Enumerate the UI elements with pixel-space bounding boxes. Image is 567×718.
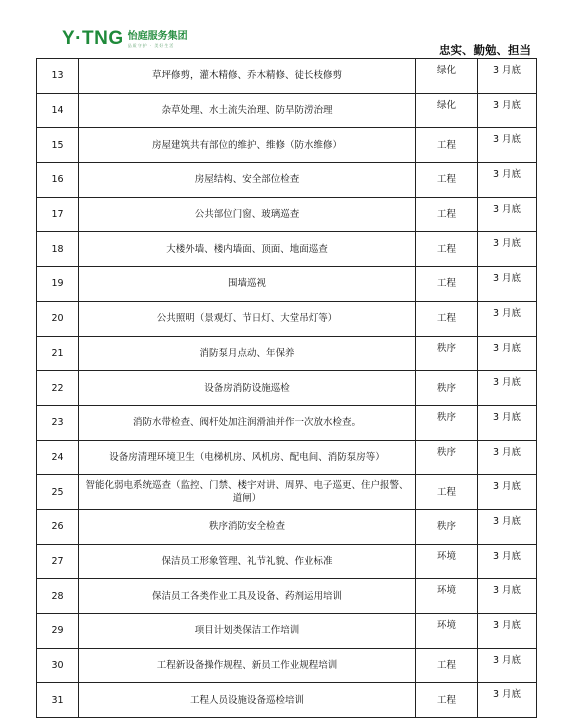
row-number: 14 (37, 93, 79, 128)
row-task: 工程人员设施设备巡检培训 (79, 683, 416, 718)
row-category: 工程 (416, 197, 478, 232)
row-category: 绿化 (416, 59, 478, 94)
row-task: 保洁员工各类作业工具及设备、药剂运用培训 (79, 579, 416, 614)
row-category: 工程 (416, 683, 478, 718)
row-task: 大楼外墙、楼内墙面、顶面、地面巡查 (79, 232, 416, 267)
table-row (37, 475, 537, 510)
row-deadline: 3 月底 (478, 267, 537, 302)
row-number: 29 (37, 614, 79, 649)
row-number: 23 (37, 405, 79, 440)
row-category: 工程 (416, 475, 478, 510)
row-category: 工程 (416, 232, 478, 267)
row-deadline: 3 月底 (478, 336, 537, 371)
row-task: 房屋建筑共有部位的维护、维修（防水维修） (79, 128, 416, 163)
row-deadline: 3 月底 (478, 93, 537, 128)
row-deadline: 3 月底 (478, 128, 537, 163)
row-deadline: 3 月底 (478, 579, 537, 614)
row-task: 消防水带检查、阀杆处加注润滑油并作一次放水检查。 (79, 405, 416, 440)
row-deadline: 3 月底 (478, 232, 537, 267)
table-row (37, 93, 537, 128)
row-task: 工程新设备操作规程、新员工作业规程培训 (79, 648, 416, 683)
row-deadline: 3 月底 (478, 405, 537, 440)
task-table (36, 58, 537, 718)
row-number: 20 (37, 301, 79, 336)
row-number: 18 (37, 232, 79, 267)
row-task: 设备房清理环境卫生（电梯机房、风机房、配电间、消防泵房等） (79, 440, 416, 475)
table-row (37, 301, 537, 336)
row-number: 13 (37, 59, 79, 94)
row-task: 秩序消防安全检查 (79, 509, 416, 544)
row-deadline: 3 月底 (478, 648, 537, 683)
row-category: 环境 (416, 614, 478, 649)
row-number: 28 (37, 579, 79, 614)
logo-company-name: 怡庭服务集团 (127, 31, 188, 42)
row-task: 草坪修剪，灌木精修、乔木精修、徒长枝修剪 (79, 59, 416, 94)
table-row (37, 336, 537, 371)
row-task: 围墙巡视 (79, 267, 416, 302)
row-number: 15 (37, 128, 79, 163)
row-deadline: 3 月底 (478, 163, 537, 198)
row-category: 秩序 (416, 336, 478, 371)
row-category: 工程 (416, 163, 478, 198)
row-deadline: 3 月底 (478, 301, 537, 336)
row-task: 保洁员工形象管理、礼节礼貌、作业标准 (79, 544, 416, 579)
row-task: 项目计划类保洁工作培训 (79, 614, 416, 649)
header-motto: 忠实、勤勉、担当 (439, 43, 531, 57)
row-number: 27 (37, 544, 79, 579)
table-row (37, 405, 537, 440)
row-category: 秩序 (416, 440, 478, 475)
row-task: 公共照明（景观灯、节日灯、大堂吊灯等） (79, 301, 416, 336)
row-task: 杂草处理、水土流失治理、防旱防涝治理 (79, 93, 416, 128)
table-row (37, 128, 537, 163)
row-category: 秩序 (416, 405, 478, 440)
row-task: 房屋结构、安全部位检查 (79, 163, 416, 198)
row-task: 消防泵月点动、年保养 (79, 336, 416, 371)
row-task: 公共部位门窗、玻璃巡查 (79, 197, 416, 232)
table-row (37, 371, 537, 406)
row-number: 31 (37, 683, 79, 718)
row-number: 22 (37, 371, 79, 406)
row-deadline: 3 月底 (478, 371, 537, 406)
task-table-body (37, 59, 537, 718)
row-number: 30 (37, 648, 79, 683)
row-task: 智能化弱电系统巡查（监控、门禁、楼宇对讲、周界、电子巡更、住户报警、道闸） (79, 475, 416, 510)
logo-slogan: 品质守护 · 美好生活 (127, 43, 175, 48)
table-row (37, 197, 537, 232)
row-deadline: 3 月底 (478, 544, 537, 579)
table-row (37, 440, 537, 475)
table-row (37, 683, 537, 718)
table-row (37, 267, 537, 302)
row-number: 26 (37, 509, 79, 544)
table-row (37, 509, 537, 544)
row-category: 秩序 (416, 509, 478, 544)
row-category: 工程 (416, 267, 478, 302)
company-logo (62, 28, 188, 50)
row-category: 秩序 (416, 371, 478, 406)
row-task: 设备房消防设施巡检 (79, 371, 416, 406)
row-deadline: 3 月底 (478, 683, 537, 718)
row-category: 环境 (416, 579, 478, 614)
row-deadline: 3 月底 (478, 614, 537, 649)
row-deadline: 3 月底 (478, 509, 537, 544)
table-row (37, 59, 537, 94)
table-row (37, 544, 537, 579)
table-row (37, 232, 537, 267)
row-deadline: 3 月底 (478, 59, 537, 94)
row-category: 工程 (416, 128, 478, 163)
row-number: 16 (37, 163, 79, 198)
table-row (37, 163, 537, 198)
table-row (37, 614, 537, 649)
row-category: 工程 (416, 301, 478, 336)
row-number: 19 (37, 267, 79, 302)
table-row (37, 648, 537, 683)
row-category: 环境 (416, 544, 478, 579)
logo-mark: Y·TNG (62, 28, 124, 49)
row-number: 17 (37, 197, 79, 232)
row-deadline: 3 月底 (478, 440, 537, 475)
row-deadline: 3 月底 (478, 197, 537, 232)
row-deadline: 3 月底 (478, 475, 537, 510)
row-category: 工程 (416, 648, 478, 683)
row-number: 24 (37, 440, 79, 475)
row-number: 21 (37, 336, 79, 371)
row-number: 25 (37, 475, 79, 510)
table-row (37, 579, 537, 614)
row-category: 绿化 (416, 93, 478, 128)
logo-text (128, 28, 188, 49)
